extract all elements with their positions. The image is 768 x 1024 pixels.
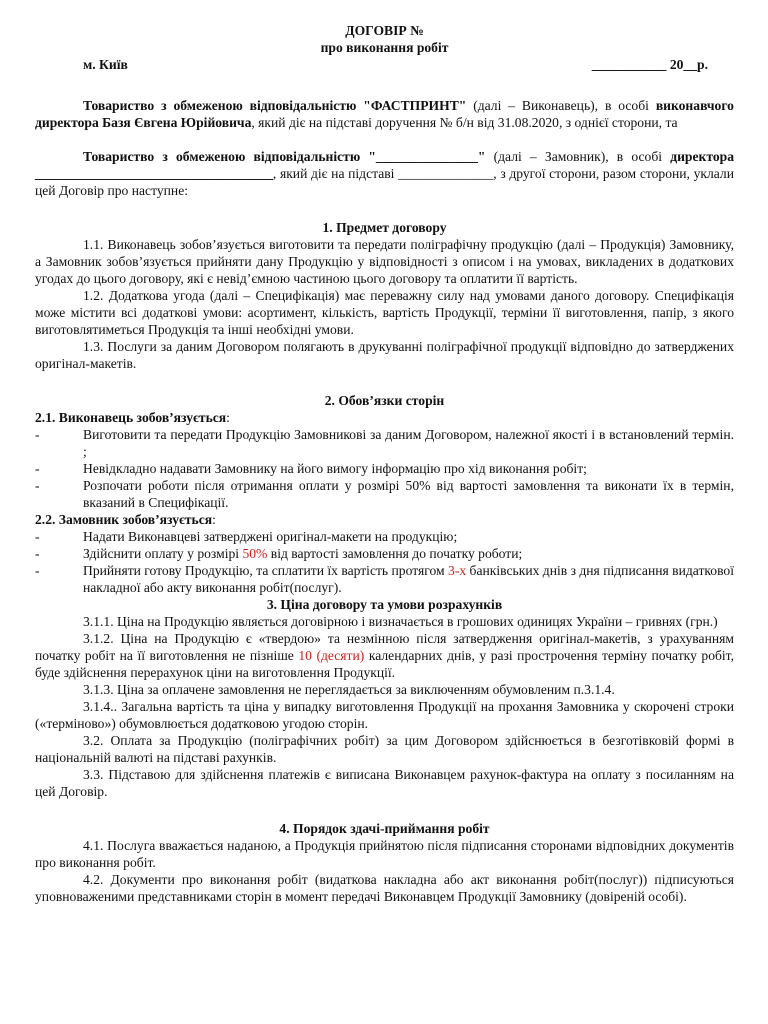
section-1-title: 1. Предмет договору: [322, 220, 447, 235]
clause-3-1-2-text-b: календарних днів, у разі прострочення терміну початку робіт, буде здійснення перерахунок ціни на виготовлення Продукції.: [35, 648, 735, 680]
list-item: [35, 545, 734, 562]
list-dash: -: [35, 563, 40, 578]
clause-3-1-2-text-a: 3.1.2. Ціна на Продукцію є «твердою» та незмінною після затвердження оригінал-макетів, з урахуванням початку робіт на її виготовлення не пізніше: [35, 631, 734, 663]
clause-2-1-colon: :: [226, 410, 230, 425]
list-item: [35, 426, 734, 460]
clause-2-2-colon: :: [212, 512, 216, 527]
clause-3-1-2-days: 10 (десяти): [298, 648, 365, 663]
list-item-text: Невідкладно надавати Замовнику на його вимогу інформацію про хід виконання робіт;: [83, 461, 587, 476]
list-item-text: [83, 562, 734, 596]
city: м. Київ: [83, 57, 128, 72]
list-item: [35, 460, 734, 477]
payment-text-a: Здійснити оплату у розмірі: [83, 546, 243, 561]
clause-3-1-3: 3.1.3. Ціна за оплачене замовлення не переглядається за виключенням обумовленим п.3.1.4.: [83, 682, 615, 697]
customer-director: директора ___________________________________: [35, 149, 734, 181]
clause-3-1-2: [35, 630, 734, 681]
clause-2-1-heading: [35, 409, 734, 426]
section-3-title: 3. Ціна договору та умови розрахунків: [266, 597, 503, 612]
clause-2-2-heading-text: 2.2. Замовник зобов’язується: [35, 512, 213, 527]
acceptance-text-b: банківських днів з дня підписання видаткової накладної або акту виконання робіт(послуг).: [83, 563, 734, 595]
list-dash: -: [35, 546, 40, 561]
list-item-text: Розпочати роботи після отримання оплати у розмірі 50% від вартості замовлення та виконати їх в термін, вказаний в Специфікації.: [83, 478, 734, 510]
document-title: ДОГОВІР №: [345, 23, 424, 38]
list-item: [35, 477, 734, 511]
clause-3-2: 3.2. Оплата за Продукцію (поліграфічних робіт) за цим Договором здійснюється в безготівковій формі в національній валюті на підставі рахунків.: [35, 733, 734, 765]
acceptance-text-a: Прийняти готову Продукцію, та сплатити їх вартість протягом: [83, 563, 449, 578]
section-2-title: 2. Обов’язки сторін: [324, 393, 445, 408]
list-dash: -: [35, 461, 40, 476]
section-4-title: 4. Порядок здачі-приймання робіт: [279, 821, 490, 836]
list-item: [35, 528, 734, 545]
city-date-row: [35, 56, 734, 73]
list-dash: -: [35, 478, 40, 493]
clause-4-1: 4.1. Послуга вважається наданою, а Продукція прийнятою після підписання сторонами відповідних документів про виконання робіт.: [35, 838, 734, 870]
customer-text-a: (далі – Замовник), в особі: [485, 149, 671, 164]
list-item-text: Надати Виконавцеві затверджені оригінал-макети на продукцію;: [83, 529, 458, 544]
customer-text-b: , який діє на підставі ______________, з другої сторони, разом сторони, уклали цей Договір про наступне:: [35, 166, 734, 198]
executor-name: Товариство з обмеженою відповідальністю "ФАСТПРИНТ": [83, 98, 467, 113]
clause-3-1-4: 3.1.4.. Загальна вартість та ціна у випадку виготовлення Продукції на прохання Замовника у скорочені строки («терміново») обумовлюється додатковою угодою сторін.: [35, 699, 734, 731]
customer-name: Товариство з обмеженою відповідальністю "_______________": [83, 149, 486, 164]
clause-3-3: 3.3. Підставою для здійснення платежів є виписана Виконавцем рахунок-фактура на оплату з посиланням на цей Договір.: [35, 767, 734, 799]
acceptance-days: 3-х: [448, 563, 467, 578]
clause-2-1-heading-text: 2.1. Виконавець зобов’язується: [35, 410, 227, 425]
date: ___________ 20__р.: [591, 57, 708, 72]
party-customer: [35, 148, 734, 199]
clause-2-2-heading: [35, 511, 734, 528]
list-item: [35, 562, 734, 596]
clause-1-3: 1.3. Послуги за даним Договором полягають в друкуванні поліграфічної продукції відповідно до затверджених оригінал-макетів.: [35, 339, 734, 371]
clause-1-2: 1.2. Додаткова угода (далі – Специфікація) має переважну силу над умовами даного договору. Специфікація може містити всі додаткові умови: асортимент, кількість, вартість Продукції, терміни її виготовлення, папір, з якого виготовлятиметься Продукція та інші необхідні умови.: [35, 288, 734, 337]
party-executor: [35, 97, 734, 131]
executor-text-b: , який діє на підставі доручення № б/н від 31.08.2020, з однієї сторони, та: [251, 115, 678, 130]
payment-text-b: від вартості замовлення до початку роботи;: [267, 546, 523, 561]
list-dash: -: [35, 427, 40, 442]
list-item-text: [83, 545, 734, 562]
executor-text-a: (далі – Виконавець), в особі: [466, 98, 656, 113]
executor-director: виконавчого директора Базя Євгена Юрійовича: [35, 98, 734, 130]
payment-percent: 50%: [242, 546, 268, 561]
list-dash: -: [35, 529, 40, 544]
list-item-text: Виготовити та передати Продукцію Замовникові за даним Договором, належної якості і в встановлений термін. ;: [83, 427, 734, 459]
clause-3-1-1: 3.1.1. Ціна на Продукцію являється договірною і визначається в грошових одиницях України – гривнях (грн.): [83, 614, 718, 629]
document-subtitle: про виконання робіт: [320, 40, 449, 55]
clause-1-1: 1.1. Виконавець зобов’язується виготовити та передати поліграфічну продукцію (далі – Продукція) Замовнику, а Замовник зобов’язується прийняти дану Продукцію у відповідності з описом і на умовах, викладених в додаткових угодах до цього договору, які є невід’ємною частиною цього договору та оплатити її вартість.: [35, 237, 734, 286]
clause-4-2: 4.2. Документи про виконання робіт (видаткова накладна або акт виконання робіт(послуг)) підписуються уповноваженими представниками сторін в момент передачі Виконавцем Продукції Замовнику (довіреній особі).: [35, 872, 734, 904]
